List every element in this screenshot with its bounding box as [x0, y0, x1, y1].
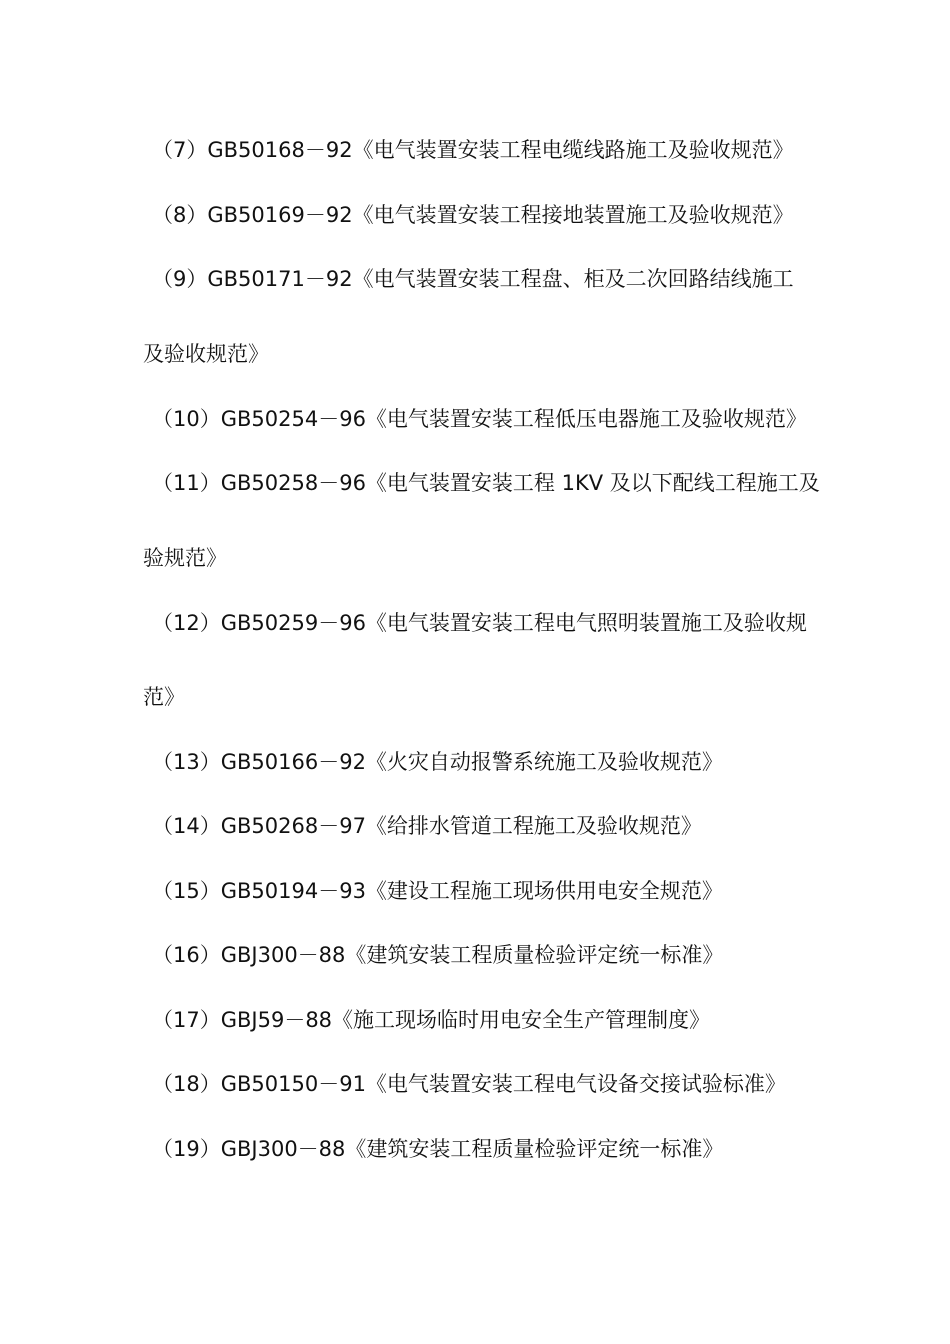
standard-item-7: （7）GB50168－92《电气装置安装工程电缆线路施工及验收规范》 — [152, 138, 794, 162]
standard-item-10: （10）GB50254－96《电气装置安装工程低压电器施工及验收规范》 — [152, 407, 807, 431]
standard-item-14: （14）GB50268－97《给排水管道工程施工及验收规范》 — [152, 814, 702, 838]
standard-item-8: （8）GB50169－92《电气装置安装工程接地装置施工及验收规范》 — [152, 203, 794, 227]
standard-item-11: （11）GB50258－96《电气装置安装工程 1KV 及以下配线工程施工及 — [152, 471, 820, 495]
standard-item-13: （13）GB50166－92《火灾自动报警系统施工及验收规范》 — [152, 750, 723, 774]
standard-item-12: （12）GB50259－96《电气装置安装工程电气照明装置施工及验收规 — [152, 611, 807, 635]
standard-item-9: （9）GB50171－92《电气装置安装工程盘、柜及二次回路结线施工 — [152, 267, 794, 291]
standard-item-15: （15）GB50194－93《建设工程施工现场供用电安全规范》 — [152, 879, 723, 903]
standard-item-12-continued: 范》 — [143, 685, 185, 709]
standard-item-19: （19）GBJ300－88《建筑安装工程质量检验评定统一标准》 — [152, 1137, 724, 1161]
standard-item-16: （16）GBJ300－88《建筑安装工程质量检验评定统一标准》 — [152, 943, 724, 967]
standard-item-9-continued: 及验收规范》 — [143, 342, 269, 366]
standard-item-17: （17）GBJ59－88《施工现场临时用电安全生产管理制度》 — [152, 1008, 711, 1032]
standard-item-18: （18）GB50150－91《电气装置安装工程电气设备交接试验标准》 — [152, 1072, 786, 1096]
standard-item-11-continued: 验规范》 — [143, 546, 227, 570]
